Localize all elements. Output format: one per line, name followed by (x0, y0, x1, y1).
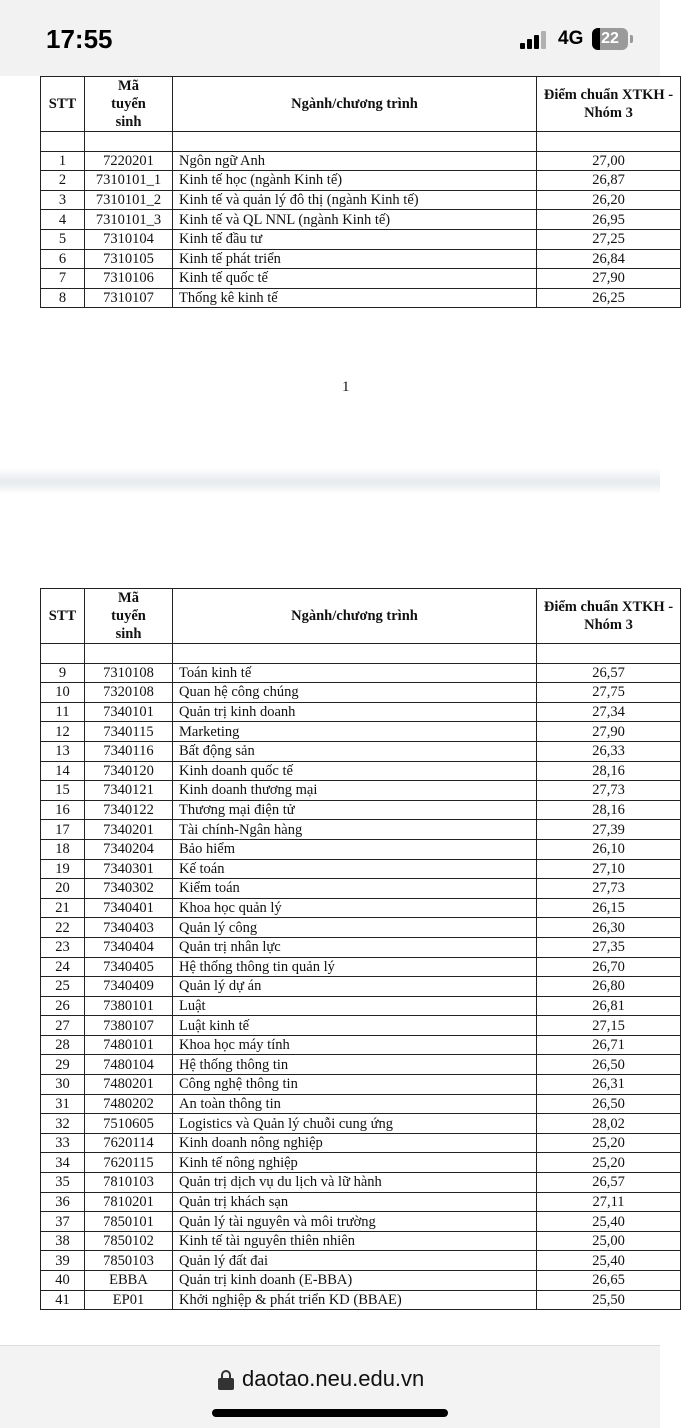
cell-code: 7310101_2 (85, 190, 173, 210)
table-spacer-row (41, 644, 681, 664)
table-row (41, 898, 681, 918)
cell-score: 25,20 (537, 1153, 681, 1173)
table-row (41, 1114, 681, 1134)
cell-code: 7340401 (85, 898, 173, 918)
cell-program: Kinh tế quốc tế (173, 269, 537, 289)
cell-score: 27,39 (537, 820, 681, 840)
table-row (41, 229, 681, 249)
cell-stt: 41 (41, 1290, 85, 1310)
cell-code: 7340204 (85, 839, 173, 859)
cell-code: 7340115 (85, 722, 173, 742)
url-text[interactable]: daotao.neu.edu.vn (242, 1366, 425, 1391)
table-row (41, 722, 681, 742)
header-stt: STT (41, 77, 85, 132)
cell-stt: 16 (41, 800, 85, 820)
cell-stt: 23 (41, 937, 85, 957)
cell-code: 7850103 (85, 1251, 173, 1271)
battery-tip (630, 35, 633, 43)
cell-score: 27,34 (537, 702, 681, 722)
table-row (41, 859, 681, 879)
cell-program: Quản trị kinh doanh (173, 702, 537, 722)
table-row (41, 1271, 681, 1291)
cell-score: 26,10 (537, 839, 681, 859)
table-row (41, 1212, 681, 1232)
network-type: 4G (558, 28, 584, 49)
cell-code: 7340409 (85, 977, 173, 997)
cell-program: Kinh tế tài nguyên thiên nhiên (173, 1231, 537, 1251)
cellular-signal-icon (520, 31, 550, 49)
cell-stt: 12 (41, 722, 85, 742)
cell-code: 7310106 (85, 269, 173, 289)
cell-program: An toàn thông tin (173, 1094, 537, 1114)
cell-stt: 14 (41, 761, 85, 781)
cell-stt: 9 (41, 663, 85, 683)
cell-stt: 29 (41, 1055, 85, 1075)
cell-program: Kinh tế và quản lý đô thị (ngành Kinh tế) (173, 190, 537, 210)
cell-score: 26,33 (537, 741, 681, 761)
battery-level: 22 (601, 30, 619, 47)
cell-program: Công nghệ thông tin (173, 1075, 537, 1095)
table-row (41, 1016, 681, 1036)
cell-code: EBBA (85, 1271, 173, 1291)
table-row (41, 269, 681, 289)
cell-stt: 34 (41, 1153, 85, 1173)
cell-program: Quản lý dự án (173, 977, 537, 997)
table-row (41, 996, 681, 1016)
table-row (41, 1251, 681, 1271)
cell-code: 7380107 (85, 1016, 173, 1036)
cell-program: Logistics và Quản lý chuỗi cung ứng (173, 1114, 537, 1134)
cell-stt: 32 (41, 1114, 85, 1134)
cell-score: 25,50 (537, 1290, 681, 1310)
cell-code: 7810103 (85, 1173, 173, 1193)
cell-code: 7310105 (85, 249, 173, 269)
cell-score: 28,02 (537, 1114, 681, 1134)
cell-stt: 17 (41, 820, 85, 840)
table-row (41, 1153, 681, 1173)
table-header-row (41, 589, 681, 644)
cell-code: 7480202 (85, 1094, 173, 1114)
cell-score: 26,81 (537, 996, 681, 1016)
table-row (41, 879, 681, 899)
cell-code: 7310101_3 (85, 210, 173, 230)
cell-code: 7480104 (85, 1055, 173, 1075)
cell-program: Bảo hiểm (173, 839, 537, 859)
cell-score: 27,75 (537, 683, 681, 703)
cell-program: Bất động sản (173, 741, 537, 761)
cell-stt: 31 (41, 1094, 85, 1114)
header-code: Mã tuyển sinh (85, 589, 173, 644)
cell-stt: 35 (41, 1173, 85, 1193)
cell-code: 7310104 (85, 229, 173, 249)
cell-stt: 39 (41, 1251, 85, 1271)
score-table-page-1 (40, 76, 681, 308)
cell-program: Khoa học máy tính (173, 1035, 537, 1055)
table-row (41, 1192, 681, 1212)
cell-program: Kinh tế đầu tư (173, 229, 537, 249)
table-header-row (41, 77, 681, 132)
cell-stt: 33 (41, 1133, 85, 1153)
table-row (41, 800, 681, 820)
cell-score: 26,30 (537, 918, 681, 938)
cell-program: Thống kê kinh tế (173, 288, 537, 308)
table-row (41, 1173, 681, 1193)
cell-score: 26,57 (537, 663, 681, 683)
cell-program: Quản trị nhân lực (173, 937, 537, 957)
cell-stt: 25 (41, 977, 85, 997)
cell-score: 26,15 (537, 898, 681, 918)
cell-program: Khoa học quản lý (173, 898, 537, 918)
table-row (41, 977, 681, 997)
home-indicator[interactable] (212, 1409, 448, 1417)
cell-stt: 6 (41, 249, 85, 269)
cell-score: 27,90 (537, 722, 681, 742)
cell-code: 7320108 (85, 683, 173, 703)
cell-stt: 13 (41, 741, 85, 761)
cell-program: Quản trị khách sạn (173, 1192, 537, 1212)
cell-score: 27,00 (537, 151, 681, 171)
cell-score: 26,84 (537, 249, 681, 269)
browser-url-bar[interactable] (0, 1345, 660, 1428)
table-row (41, 839, 681, 859)
cell-score: 26,71 (537, 1035, 681, 1055)
cell-program: Quản lý đất đai (173, 1251, 537, 1271)
table-row (41, 663, 681, 683)
cell-score: 27,73 (537, 781, 681, 801)
table-row (41, 1231, 681, 1251)
cell-stt: 36 (41, 1192, 85, 1212)
cell-stt: 24 (41, 957, 85, 977)
cell-program: Quản lý công (173, 918, 537, 938)
cell-stt: 26 (41, 996, 85, 1016)
cell-code: 7340101 (85, 702, 173, 722)
page-separator (0, 468, 660, 494)
cell-code: 7340405 (85, 957, 173, 977)
cell-code: 7340404 (85, 937, 173, 957)
table-row (41, 781, 681, 801)
cell-code: 7850102 (85, 1231, 173, 1251)
cell-stt: 8 (41, 288, 85, 308)
cell-code: 7220201 (85, 151, 173, 171)
cell-code: 7810201 (85, 1192, 173, 1212)
cell-program: Kiểm toán (173, 879, 537, 899)
table-row (41, 1094, 681, 1114)
cell-code: 7380101 (85, 996, 173, 1016)
cell-code: 7850101 (85, 1212, 173, 1232)
table-spacer-row (41, 132, 681, 152)
cell-code: 7480101 (85, 1035, 173, 1055)
cell-stt: 21 (41, 898, 85, 918)
cell-program: Thương mại điện tử (173, 800, 537, 820)
cell-code: 7310101_1 (85, 171, 173, 191)
cell-score: 26,57 (537, 1173, 681, 1193)
cell-stt: 5 (41, 229, 85, 249)
table-row (41, 171, 681, 191)
status-time: 17:55 (46, 24, 113, 54)
table-row (41, 249, 681, 269)
cell-code: 7310107 (85, 288, 173, 308)
cell-code: 7340120 (85, 761, 173, 781)
table-row (41, 1133, 681, 1153)
cell-program: Tài chính-Ngân hàng (173, 820, 537, 840)
cell-program: Toán kinh tế (173, 663, 537, 683)
cell-score: 27,73 (537, 879, 681, 899)
table-body-page-2 (41, 644, 681, 1310)
table-row (41, 210, 681, 230)
cell-code: 7340116 (85, 741, 173, 761)
cell-code: 7310108 (85, 663, 173, 683)
table-row (41, 1075, 681, 1095)
cell-stt: 28 (41, 1035, 85, 1055)
cell-code: 7510605 (85, 1114, 173, 1134)
cell-score: 26,80 (537, 977, 681, 997)
cell-score: 27,25 (537, 229, 681, 249)
cell-score: 25,40 (537, 1212, 681, 1232)
cell-program: Kinh tế phát triển (173, 249, 537, 269)
cell-score: 26,50 (537, 1055, 681, 1075)
cell-code: 7340121 (85, 781, 173, 801)
cell-code: 7340201 (85, 820, 173, 840)
cell-program: Luật (173, 996, 537, 1016)
table-row (41, 1290, 681, 1310)
header-code: Mã tuyển sinh (85, 77, 173, 132)
cell-code: 7340122 (85, 800, 173, 820)
page-number: 1 (342, 379, 350, 395)
cell-score: 26,87 (537, 171, 681, 191)
cell-code: 7620115 (85, 1153, 173, 1173)
header-program: Ngành/chương trình (173, 589, 537, 644)
table-row (41, 1035, 681, 1055)
table-row (41, 288, 681, 308)
header-score: Điểm chuẩn XTKH - Nhóm 3 (537, 77, 681, 132)
cell-score: 27,11 (537, 1192, 681, 1212)
cell-score: 26,20 (537, 190, 681, 210)
header-program: Ngành/chương trình (173, 77, 537, 132)
cell-stt: 2 (41, 171, 85, 191)
table-row (41, 937, 681, 957)
cell-score: 27,90 (537, 269, 681, 289)
cell-program: Hệ thống thông tin (173, 1055, 537, 1075)
cell-stt: 11 (41, 702, 85, 722)
cell-program: Quan hệ công chúng (173, 683, 537, 703)
cell-program: Kế toán (173, 859, 537, 879)
cell-program: Quản lý tài nguyên và môi trường (173, 1212, 537, 1232)
cell-program: Kinh tế nông nghiệp (173, 1153, 537, 1173)
cell-stt: 1 (41, 151, 85, 171)
cell-code: 7620114 (85, 1133, 173, 1153)
cell-program: Kinh doanh nông nghiệp (173, 1133, 537, 1153)
cell-score: 26,25 (537, 288, 681, 308)
cell-stt: 27 (41, 1016, 85, 1036)
cell-program: Marketing (173, 722, 537, 742)
cell-score: 27,35 (537, 937, 681, 957)
header-stt: STT (41, 589, 85, 644)
score-table-page-2 (40, 588, 681, 1310)
cell-program: Ngôn ngữ Anh (173, 151, 537, 171)
cell-stt: 40 (41, 1271, 85, 1291)
cell-score: 25,00 (537, 1231, 681, 1251)
cell-program: Kinh doanh thương mại (173, 781, 537, 801)
cell-code: 7340301 (85, 859, 173, 879)
cell-score: 28,16 (537, 800, 681, 820)
cell-stt: 20 (41, 879, 85, 899)
table-body-page-1 (41, 132, 681, 308)
table-row (41, 151, 681, 171)
table-row (41, 1055, 681, 1075)
cell-program: Kinh tế học (ngành Kinh tế) (173, 171, 537, 191)
cell-score: 26,95 (537, 210, 681, 230)
cell-score: 26,50 (537, 1094, 681, 1114)
cell-score: 26,31 (537, 1075, 681, 1095)
cell-score: 27,15 (537, 1016, 681, 1036)
cell-stt: 38 (41, 1231, 85, 1251)
table-row (41, 820, 681, 840)
cell-score: 28,16 (537, 761, 681, 781)
table-row (41, 683, 681, 703)
table-row (41, 702, 681, 722)
cell-score: 26,65 (537, 1271, 681, 1291)
table-row (41, 741, 681, 761)
cell-program: Luật kinh tế (173, 1016, 537, 1036)
status-bar (0, 0, 660, 76)
cell-stt: 3 (41, 190, 85, 210)
cell-stt: 19 (41, 859, 85, 879)
cell-program: Quản trị dịch vụ du lịch và lữ hành (173, 1173, 537, 1193)
cell-score: 26,70 (537, 957, 681, 977)
table-row (41, 761, 681, 781)
table-row (41, 918, 681, 938)
cell-program: Kinh tế và QL NNL (ngành Kinh tế) (173, 210, 537, 230)
cell-stt: 10 (41, 683, 85, 703)
cell-score: 25,20 (537, 1133, 681, 1153)
table-row (41, 957, 681, 977)
cell-stt: 30 (41, 1075, 85, 1095)
lock-icon (218, 1370, 234, 1390)
cell-code: EP01 (85, 1290, 173, 1310)
cell-code: 7340302 (85, 879, 173, 899)
cell-stt: 4 (41, 210, 85, 230)
cell-program: Kinh doanh quốc tế (173, 761, 537, 781)
cell-program: Khởi nghiệp & phát triển KD (BBAE) (173, 1290, 537, 1310)
cell-stt: 15 (41, 781, 85, 801)
cell-code: 7480201 (85, 1075, 173, 1095)
cell-score: 25,40 (537, 1251, 681, 1271)
cell-score: 27,10 (537, 859, 681, 879)
cell-program: Quản trị kinh doanh (E-BBA) (173, 1271, 537, 1291)
battery-icon (592, 28, 628, 50)
cell-program: Hệ thống thông tin quản lý (173, 957, 537, 977)
cell-stt: 7 (41, 269, 85, 289)
cell-stt: 22 (41, 918, 85, 938)
table-row (41, 190, 681, 210)
cell-stt: 37 (41, 1212, 85, 1232)
cell-code: 7340403 (85, 918, 173, 938)
cell-stt: 18 (41, 839, 85, 859)
header-score: Điểm chuẩn XTKH - Nhóm 3 (537, 589, 681, 644)
